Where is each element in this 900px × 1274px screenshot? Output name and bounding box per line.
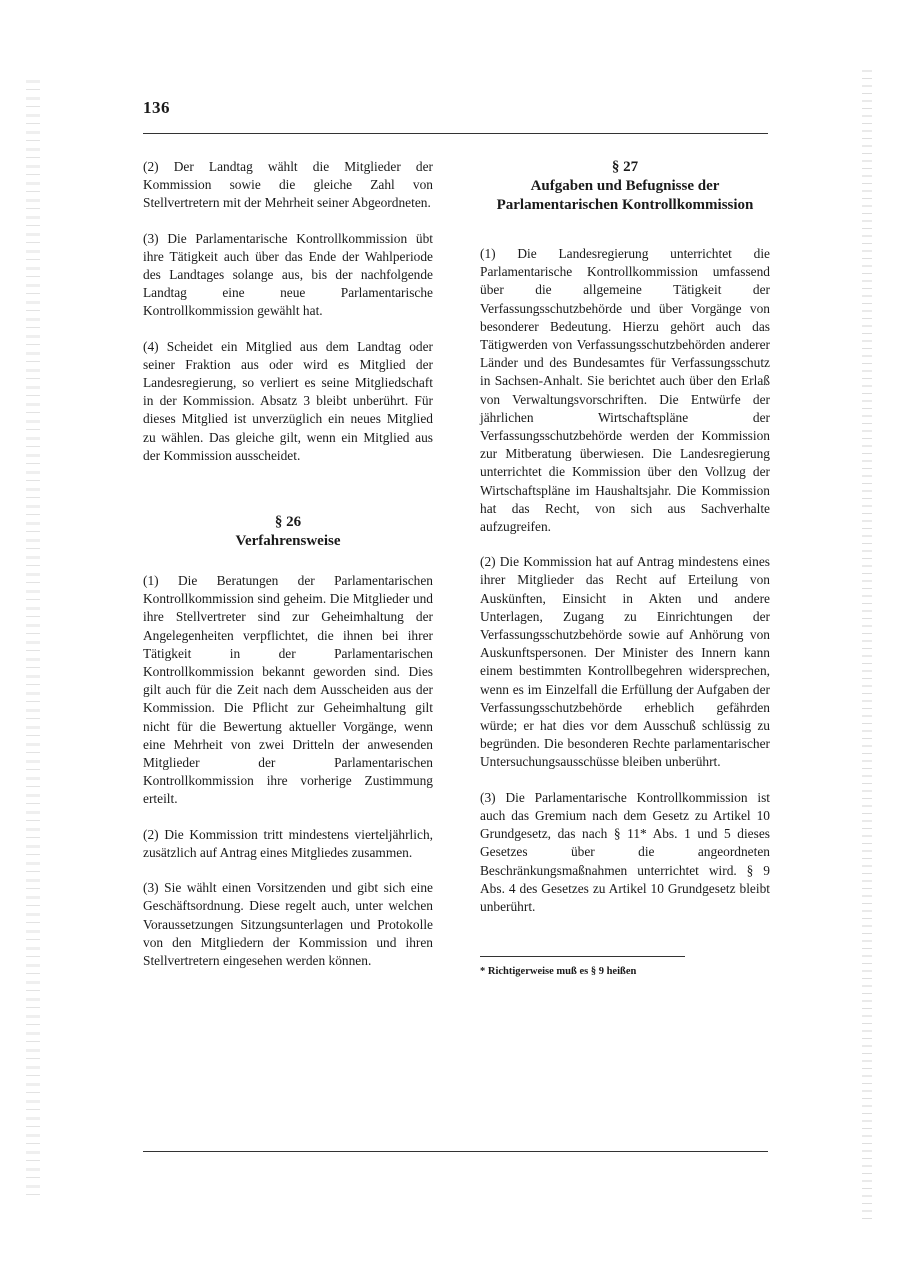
right-column [480,158,770,979]
left-column [143,158,433,987]
paragraph-25-4: (4) Scheidet ein Mitglied aus dem Landtag oder seiner Fraktion aus oder wird es Mitglied der Landesregierung, so verliert es seine Mitgliedschaft in der Kommission. Absatz 3 bleibt unberührt. Für dieses Mitglied ist unverzüglich ein neues Mitglied zu wählen. Das gleiche gilt, wenn ein Mitglied aus der Kommission ausscheidet. [143,338,433,463]
footnote: * Richtigerweise muß es § 9 heißen [480,966,637,978]
section-27-heading [480,158,770,215]
header-rule [143,133,768,134]
paragraph-26-1: (1) Die Beratungen der Parlamentarischen Kontrollkommission sind geheim. Die Mitglieder und ihre Stellvertreter sind zur Geheimhaltung der Angelegenheiten verpflichtet, die ihnen bei ihrer Tätigkeit in der Parlamentarischen Kontrollkommission bekannt geworden sind. Dies gilt auch für die Zeit nach dem Ausscheiden aus der Kommission. Die Pflicht zur Geheimhaltung gilt nicht für die Bewertung aktueller Vorgänge, wenn eine Mehrheit von zwei Dritteln der anwesenden Mitglieder der Parlamentarischen Kontrollkommission ihre vorherige Zustimmung erteilt. [143,573,433,807]
section-26-title: Verfahrensweise [235,533,341,550]
footer-rule [143,1151,768,1152]
footnote-rule [480,956,685,957]
page-number: 136 [143,98,170,117]
section-26-number: § 26 [274,514,302,531]
section-26-heading [143,513,433,551]
paragraph-27-1: (1) Die Landesregierung unterrichtet die Parlamentarische Kontrollkommission umfassend über die allgemeine Tätigkeit der Verfassungsschutzbehörde und über Vorgänge von besonderer Bedeutung. Hierzu gehört auch das Tätigwerden von Verfassungsschutzbehörden anderer Länder und des Bundesamtes für Verfassungsschutz in Sachsen-Anhalt. Sie berichtet auch über den Erlaß von Verwaltungsvorschriften. Die Entwürfe der jährlichen Wirtschaftspläne der Verfassungsschutzbehörde werden der Kommission zur Mitberatung überwiesen. Die Landesregierung unterrichtet die Kommission über den Vollzug der Wirtschaftspläne im Haushaltsjahr. Die Kommission hat das Recht, von sich aus Sachverhalte aufzugreifen. [480,246,770,535]
paragraph-25-2: (2) Der Landtag wählt die Mitglieder der Kommission sowie die gleiche Zahl von Stellvertretern mit der Mehrheit seiner Abgeordneten. [143,159,433,211]
paragraph-26-3: (3) Sie wählt einen Vorsitzenden und gibt sich eine Geschäftsordnung. Diese regelt auch, unter welchen Voraussetzungen Sitzungsunterlagen und Protokolle von den Mitgliedern der Kommission und ihren Stellvertretern eingesehen werden können. [143,880,433,968]
paragraph-26-2: (2) Die Kommission tritt mindestens vierteljährlich, zusätzlich auf Antrag eines Mitgliedes zusammen. [143,826,433,860]
paragraph-27-2: (2) Die Kommission hat auf Antrag mindestens eines ihrer Mitglieder das Recht auf Erteilung von Auskünften, Einsicht in Akten und andere Unterlagen, Zugang zu Einrichtungen der Verfassungsschutzbehörde sowie auf Anhörung von Auskunftspersonen. Der Minister des Innern kann einem bestimmten Kontrollbegehren widersprechen, wenn es im Einzelfall die Erfüllung der Aufgaben der Verfassungsschutzbehörde erheblich gefährden würde; er hat dies vor dem Ausschuß schlüssig zu begründen. Die besonderen Rechte parlamentarischer Untersuchungsausschüsse bleiben unberührt. [480,554,770,770]
section-27-title: Aufgaben und Befugnisse der Parlamentarischen Kontrollkommission [496,178,754,213]
paragraph-25-3: (3) Die Parlamentarische Kontrollkommission übt ihre Tätigkeit auch über das Ende der Wahlperiode des Landtages solange aus, bis der nachfolgende Landtag eine neue Parlamentarische Kontrollkommission gewählt hat. [143,230,433,319]
scan-edge-right [862,70,872,1220]
scan-edge-left [26,80,40,1200]
section-27-number: § 27 [611,159,639,175]
paragraph-27-3: (3) Die Parlamentarische Kontrollkommission ist auch das Gremium nach dem Gesetz zu Artikel 10 Grundgesetz, das nach § 11* Abs. 1 und 5 dieses Gesetzes über die angeordneten Beschränkungsmaßnahmen unterrichtet wird. § 9 Abs. 4 des Gesetzes zu Artikel 10 Grundgesetz bleibt unberührt. [480,789,770,914]
